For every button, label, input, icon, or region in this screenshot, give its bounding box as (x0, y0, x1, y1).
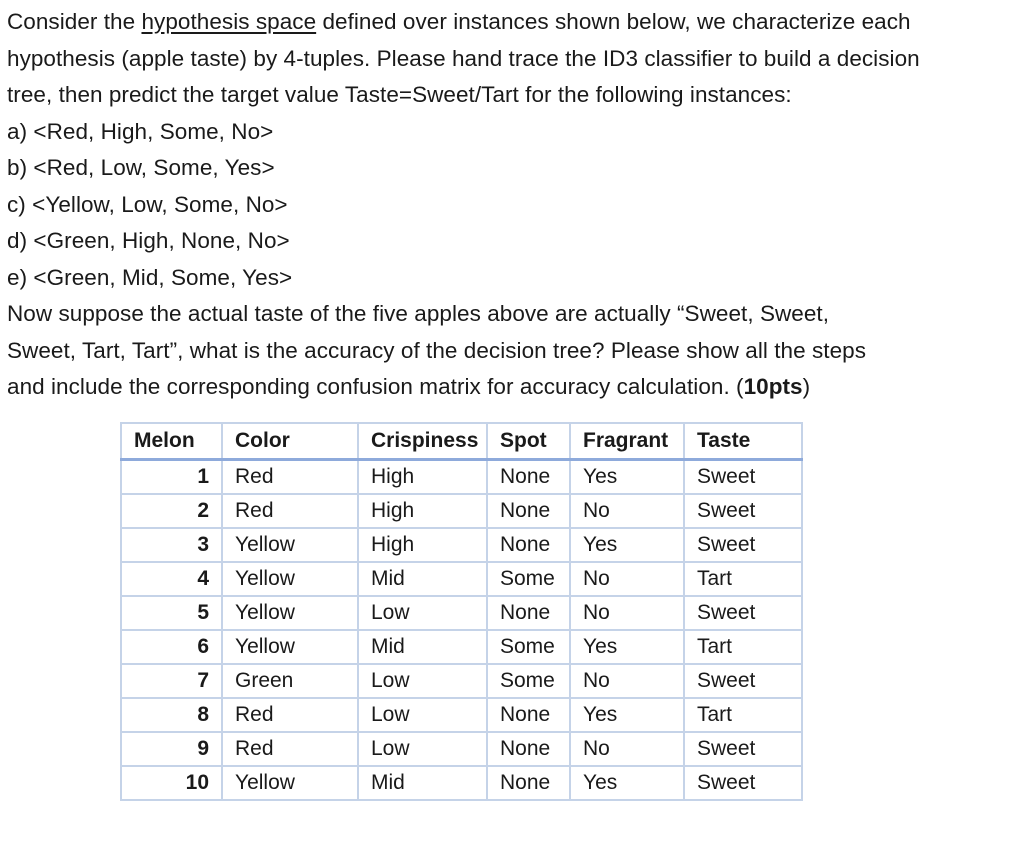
cell-melon: 5 (121, 596, 222, 630)
cell-color: Red (222, 460, 358, 495)
cell-crispiness: Mid (358, 562, 487, 596)
question-line-2: hypothesis (apple taste) by 4-tuples. Please hand trace the ID3 classifier to build a decision (7, 45, 920, 71)
cell-fragrant: No (570, 596, 684, 630)
table-row (121, 698, 802, 732)
cell-spot: Some (487, 630, 570, 664)
cell-melon: 9 (121, 732, 222, 766)
table-row (121, 766, 802, 800)
cell-spot: None (487, 732, 570, 766)
cell-spot: Some (487, 562, 570, 596)
header-melon: Melon (121, 423, 222, 460)
header-spot: Spot (487, 423, 570, 460)
cell-crispiness: Mid (358, 630, 487, 664)
cell-taste: Sweet (684, 766, 802, 800)
cell-taste: Sweet (684, 460, 802, 495)
instance-b: b) <Red, Low, Some, Yes> (7, 155, 275, 180)
table-row (121, 562, 802, 596)
cell-spot: None (487, 460, 570, 495)
cell-fragrant: No (570, 562, 684, 596)
cell-color: Red (222, 732, 358, 766)
cell-melon: 7 (121, 664, 222, 698)
cell-fragrant: No (570, 732, 684, 766)
instance-d: d) <Green, High, None, No> (7, 228, 290, 253)
cell-fragrant: Yes (570, 630, 684, 664)
points-value: 10pts (743, 374, 803, 399)
question-line-1-end: defined over instances shown below, we characterize each (316, 9, 911, 34)
table-row (121, 732, 802, 766)
hypothesis-space-term: hypothesis space (141, 9, 317, 34)
cell-fragrant: No (570, 664, 684, 698)
instance-e: e) <Green, Mid, Some, Yes> (7, 264, 293, 290)
cell-melon: 1 (121, 460, 222, 495)
table-row (121, 528, 802, 562)
cell-fragrant: Yes (570, 766, 684, 800)
question-text (7, 4, 1012, 406)
cell-spot: None (487, 698, 570, 732)
cell-color: Yellow (222, 528, 358, 562)
cell-color: Red (222, 698, 358, 732)
cell-melon: 8 (121, 698, 222, 732)
cell-crispiness: Low (358, 732, 487, 766)
question-line-3: tree, then predict the target value Taste=Sweet/Tart for the following instances: (7, 82, 792, 107)
table-row (121, 596, 802, 630)
question-line-9: Now suppose the actual taste of the five apples above are actually “Sweet, Sweet, (7, 301, 830, 326)
cell-crispiness: Low (358, 664, 487, 698)
cell-color: Red (222, 494, 358, 528)
cell-taste: Sweet (684, 596, 802, 630)
header-fragrant: Fragrant (570, 423, 684, 460)
cell-taste: Tart (684, 698, 802, 732)
cell-taste: Sweet (684, 528, 802, 562)
apple-data-table (120, 422, 803, 801)
cell-taste: Sweet (684, 732, 802, 766)
cell-crispiness: Mid (358, 766, 487, 800)
cell-crispiness: Low (358, 698, 487, 732)
table-row (121, 460, 802, 495)
cell-taste: Sweet (684, 664, 802, 698)
cell-crispiness: Low (358, 596, 487, 630)
cell-spot: None (487, 528, 570, 562)
cell-melon: 2 (121, 494, 222, 528)
header-taste: Taste (684, 423, 802, 460)
question-line-10: Sweet, Tart, Tart”, what is the accuracy of the decision tree? Please show all the steps (7, 337, 867, 363)
header-color: Color (222, 423, 358, 460)
cell-melon: 10 (121, 766, 222, 800)
cell-fragrant: Yes (570, 460, 684, 495)
cell-color: Yellow (222, 562, 358, 596)
table-row (121, 494, 802, 528)
cell-taste: Tart (684, 562, 802, 596)
cell-taste: Sweet (684, 494, 802, 528)
question-line-11-start: and include the corresponding confusion matrix for accuracy calculation. ( (7, 374, 744, 399)
question-line-1-start: Consider the (7, 9, 142, 34)
question-line-1 (7, 4, 1012, 41)
cell-fragrant: Yes (570, 698, 684, 732)
cell-melon: 3 (121, 528, 222, 562)
question-line-11 (7, 369, 1012, 406)
cell-spot: None (487, 766, 570, 800)
table-row (121, 630, 802, 664)
cell-color: Yellow (222, 766, 358, 800)
cell-spot: None (487, 596, 570, 630)
question-line-11-end: ) (802, 374, 811, 399)
cell-melon: 6 (121, 630, 222, 664)
cell-spot: Some (487, 664, 570, 698)
cell-crispiness: High (358, 460, 487, 495)
table-row (121, 664, 802, 698)
instance-a: a) <Red, High, Some, No> (7, 118, 274, 144)
cell-fragrant: No (570, 494, 684, 528)
table-header-row (121, 423, 802, 460)
cell-color: Yellow (222, 630, 358, 664)
cell-color: Yellow (222, 596, 358, 630)
cell-taste: Tart (684, 630, 802, 664)
cell-spot: None (487, 494, 570, 528)
cell-fragrant: Yes (570, 528, 684, 562)
header-crispiness: Crispiness (358, 423, 487, 460)
cell-color: Green (222, 664, 358, 698)
cell-melon: 4 (121, 562, 222, 596)
instance-c: c) <Yellow, Low, Some, No> (7, 191, 288, 217)
cell-crispiness: High (358, 494, 487, 528)
cell-crispiness: High (358, 528, 487, 562)
